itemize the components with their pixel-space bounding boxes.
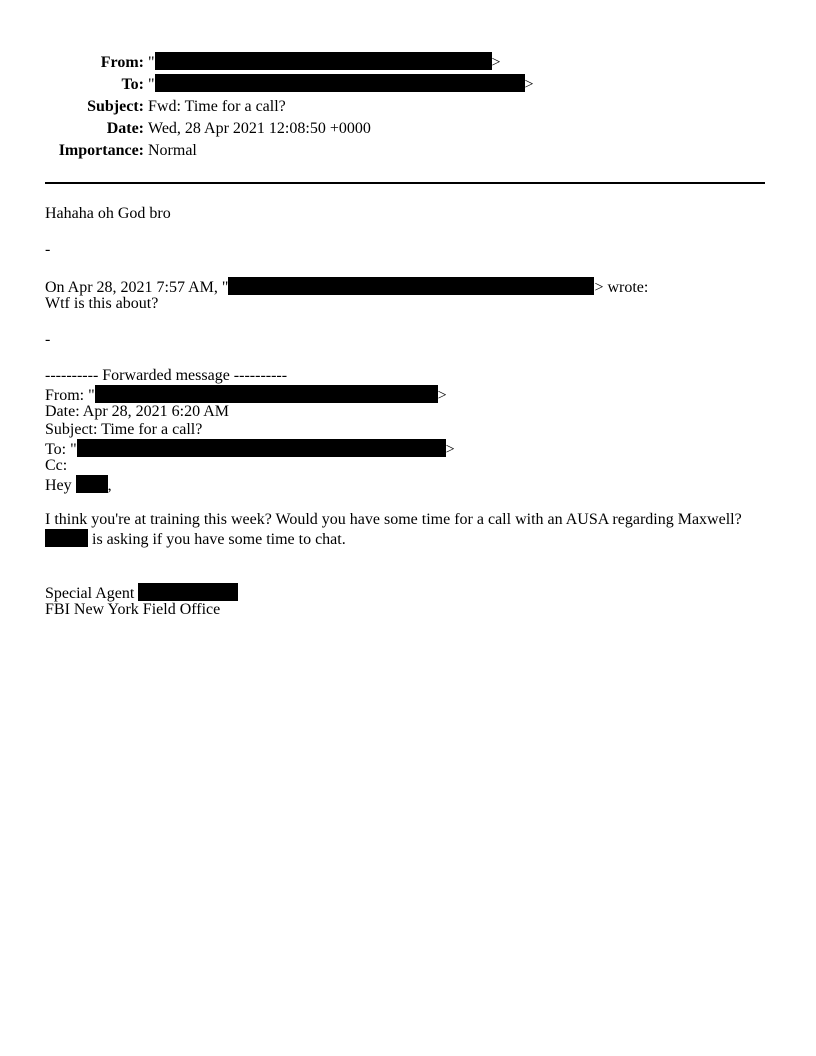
redaction-block	[155, 74, 525, 92]
subject-label: Subject:	[87, 98, 144, 115]
to-value	[148, 74, 534, 96]
greeting-prefix: Hey	[45, 477, 76, 494]
from-row	[0, 52, 816, 74]
date-row	[0, 118, 816, 140]
redaction-block	[155, 52, 492, 70]
forwarded-from-prefix: From: "	[45, 387, 95, 404]
forwarded-to	[45, 439, 455, 459]
redaction-block	[45, 529, 88, 547]
importance-value: Normal	[148, 142, 197, 159]
forwarded-date: Date: Apr 28, 2021 6:20 AM	[45, 403, 229, 420]
dash-separator: -	[45, 331, 51, 348]
from-close: >	[491, 54, 501, 71]
greeting	[45, 475, 112, 495]
redaction-block	[77, 439, 446, 457]
date-value: Wed, 28 Apr 2021 12:08:50 +0000	[148, 120, 371, 137]
quote-suffix: > wrote:	[594, 279, 649, 296]
signature-title: Special Agent	[45, 585, 139, 602]
quote-prefix: On Apr 28, 2021 7:57 AM, "	[45, 279, 229, 296]
forwarded-from-suffix: >	[437, 387, 447, 404]
to-close: >	[524, 76, 534, 93]
subject-row	[0, 96, 816, 118]
message-line-1: I think you're at training this week? Would you have some time for a call with an AUSA regarding Maxwell?	[45, 511, 742, 528]
from-value	[148, 52, 501, 74]
message-line-2-text: is asking if you have some time to chat.	[88, 531, 346, 548]
dash-separator: -	[45, 241, 51, 258]
reply-text: Hahaha oh God bro	[45, 205, 171, 222]
redaction-block	[95, 385, 438, 403]
header-divider	[45, 182, 765, 184]
forwarded-from	[45, 385, 447, 405]
greeting-suffix: ,	[107, 477, 112, 494]
to-row	[0, 74, 816, 96]
forwarded-banner: ---------- Forwarded message ----------	[45, 367, 288, 384]
quote-attribution	[45, 277, 648, 297]
subject-value: Fwd: Time for a call?	[148, 98, 286, 115]
signature-office: FBI New York Field Office	[45, 601, 221, 618]
forwarded-cc: Cc:	[45, 457, 68, 474]
to-quote: "	[148, 76, 155, 93]
date-label: Date:	[106, 120, 144, 137]
forwarded-subject: Subject: Time for a call?	[45, 421, 203, 438]
from-quote: "	[148, 54, 155, 71]
from-label: From:	[100, 54, 144, 71]
redaction-block	[138, 583, 238, 601]
forwarded-to-suffix: >	[445, 441, 455, 458]
redaction-block	[228, 277, 594, 295]
importance-row	[0, 140, 816, 162]
quote-text: Wtf is this about?	[45, 295, 159, 312]
importance-label: Importance:	[58, 142, 144, 159]
to-label: To:	[121, 76, 144, 93]
signature-name	[45, 583, 238, 603]
redaction-block	[76, 475, 108, 493]
forwarded-to-prefix: To: "	[45, 441, 77, 458]
message-line-2	[45, 529, 346, 549]
